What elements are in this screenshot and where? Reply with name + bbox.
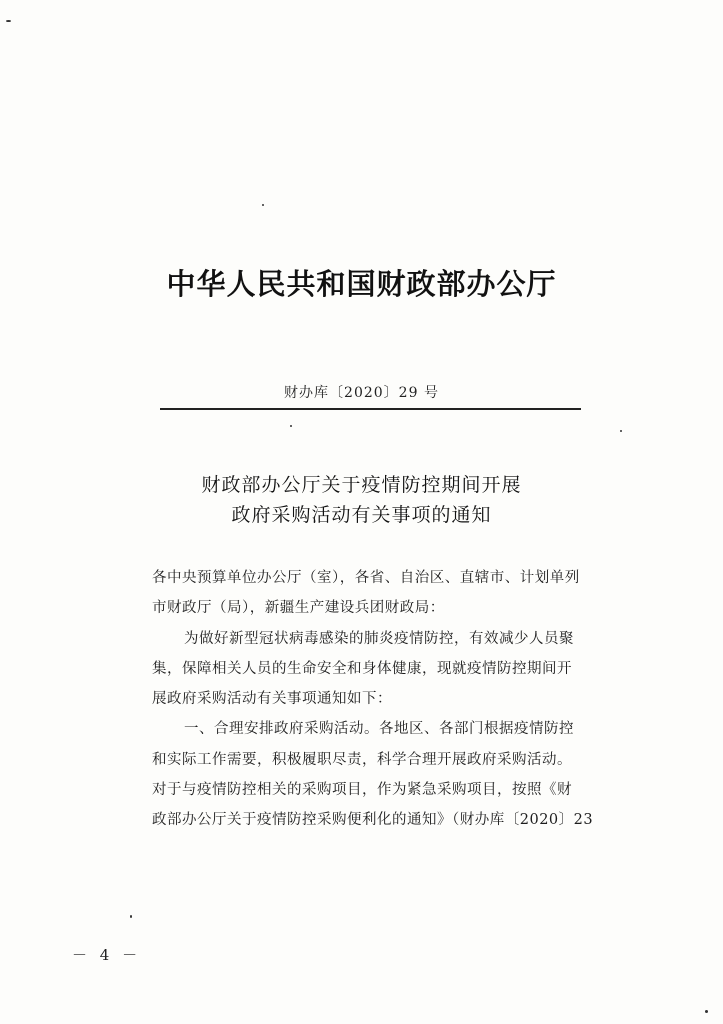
notice-title-line-1: 财政部办公厅关于疫情防控期间开展 — [201, 474, 522, 496]
issuer-heading: 中华人民共和国财政部办公厅 — [166, 267, 557, 301]
body-line: 展政府采购活动有关事项通知如下： — [152, 691, 392, 707]
body-line: 和实际工作需要，积极履职尽责，科学合理开展政府采购活动。 — [152, 752, 572, 768]
scan-speck — [6, 20, 11, 22]
scan-speck — [262, 204, 264, 206]
notice-title-line-2: 政府采购活动有关事项的通知 — [231, 504, 492, 526]
body-line: 市财政厅（局），新疆生产建设兵团财政局： — [152, 600, 445, 616]
scan-speck — [705, 1010, 708, 1013]
scan-speck — [130, 915, 132, 918]
body-line: 政部办公厅关于疫情防控采购便利化的通知》（财办库〔2020〕23 — [152, 812, 594, 828]
body-line: 集，保障相关人员的生命安全和身体健康，现就疫情防控期间开 — [152, 661, 572, 677]
page-number: － 4 － — [72, 946, 142, 964]
body-line: 对于与疫情防控相关的采购项目，作为紧急采购项目，按照《财 — [152, 782, 572, 798]
scan-speck — [620, 430, 622, 432]
body-line: 为做好新型冠状病毒感染的肺炎疫情防控，有效减少人员聚 — [184, 631, 574, 647]
body-line: 各中央预算单位办公厅（室），各省、自治区、直辖市、计划单列 — [152, 570, 580, 586]
header-divider — [160, 408, 581, 410]
document-number: 财办库〔2020〕29 号 — [284, 385, 439, 401]
scan-speck — [290, 425, 292, 427]
body-line: 一、合理安排政府采购活动。各地区、各部门根据疫情防控 — [184, 721, 574, 737]
